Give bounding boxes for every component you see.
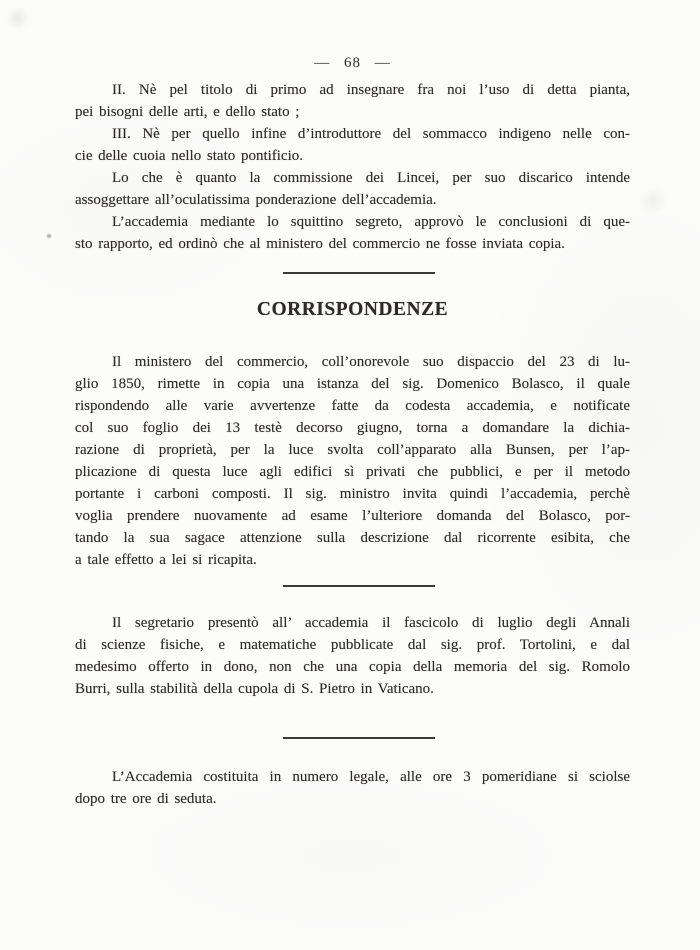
section-corrispondenze: [75, 351, 630, 571]
paragraph: [75, 167, 630, 211]
text-line: Il segretario presentò all’ accademia il fascicolo di luglio degli Annali: [112, 615, 630, 631]
text-line: L’accademia mediante lo squittino segreto, approvò le conclusioni di que-: [112, 214, 630, 230]
text-line: di scienze fisiche, e matematiche pubblicate dal sig. prof. Tortolini, e dal: [75, 637, 630, 653]
text-line: razione di proprietà, per la luce svolta coll’apparato alla Bunsen, per l’ap-: [75, 442, 630, 458]
text-line: a tale effetto a lei si ricapita.: [75, 552, 257, 568]
section-divider: [283, 737, 435, 739]
text-line: L’Accademia costituita in numero legale, alle ore 3 pomeridiane si sciolse: [112, 769, 630, 785]
text-line: assoggettare all’oculatissima ponderazione dell’accademia.: [75, 192, 437, 208]
paragraph: [75, 123, 630, 167]
text-line: pei bisogni delle arti, e dello stato ;: [75, 104, 300, 120]
page-number: — 68 —: [314, 55, 391, 71]
scan-smudge: [638, 188, 668, 214]
text-line: II. Nè pel titolo di primo ad insegnare fra noi l’uso di detta pianta,: [112, 82, 630, 98]
scan-smudge: [5, 7, 31, 29]
text-line: tando la sua sagace attenzione sulla descrizione dal ricorrente esibita, che: [75, 530, 630, 546]
text-line: rispondendo alle varie avvertenze fatte da codesta accademia, e notificate: [75, 398, 630, 414]
text-line: medesimo offerto in dono, non che una copia della memoria del sig. Romolo: [75, 659, 630, 675]
paragraph: [75, 351, 630, 571]
section-heading: CORRISPONDENZE: [256, 299, 449, 320]
text-line: plicazione di questa luce agli edifici sì privati che pubblici, e per il metodo: [75, 464, 630, 480]
paragraph: [75, 766, 630, 810]
text-line: glio 1850, rimette in copia una istanza del sig. Domenico Bolasco, il quale: [75, 376, 630, 392]
section-chiusura: [75, 766, 630, 810]
section-divider: [283, 272, 435, 274]
text-line: Burri, sulla stabilità della cupola di S. Pietro in Vaticano.: [75, 681, 434, 697]
text-line: cie delle cuoia nello stato pontificio.: [75, 148, 304, 164]
text-line: col suo foglio dei 13 testè decorso giugno, torna a domandare la dichia-: [75, 420, 630, 436]
paragraph: [75, 79, 630, 123]
text-line: Il ministero del commercio, coll’onorevole suo dispaccio del 23 di lu-: [112, 354, 630, 370]
paragraph: [75, 211, 630, 255]
paragraph: [75, 612, 630, 700]
text-line: Lo che è quanto la commissione dei Lincei, per suo discarico intende: [112, 170, 630, 186]
section-intro: [75, 79, 630, 255]
section-annali: [75, 612, 630, 700]
section-divider: [283, 585, 435, 587]
text-line: III. Nè per quello infine d’introduttore del sommacco indigeno nelle con-: [112, 126, 630, 142]
text-line: voglia prendere nuovamente ad esame l’ulteriore domanda del Bolasco, por-: [75, 508, 630, 524]
ink-speck: [46, 233, 52, 239]
text-line: sto rapporto, ed ordinò che al ministero del commercio ne fosse inviata copia.: [75, 236, 565, 252]
text-line: dopo tre ore di seduta.: [75, 791, 217, 807]
text-line: portante i carboni composti. Il sig. ministro invita quindi l’accademia, perchè: [75, 486, 630, 502]
